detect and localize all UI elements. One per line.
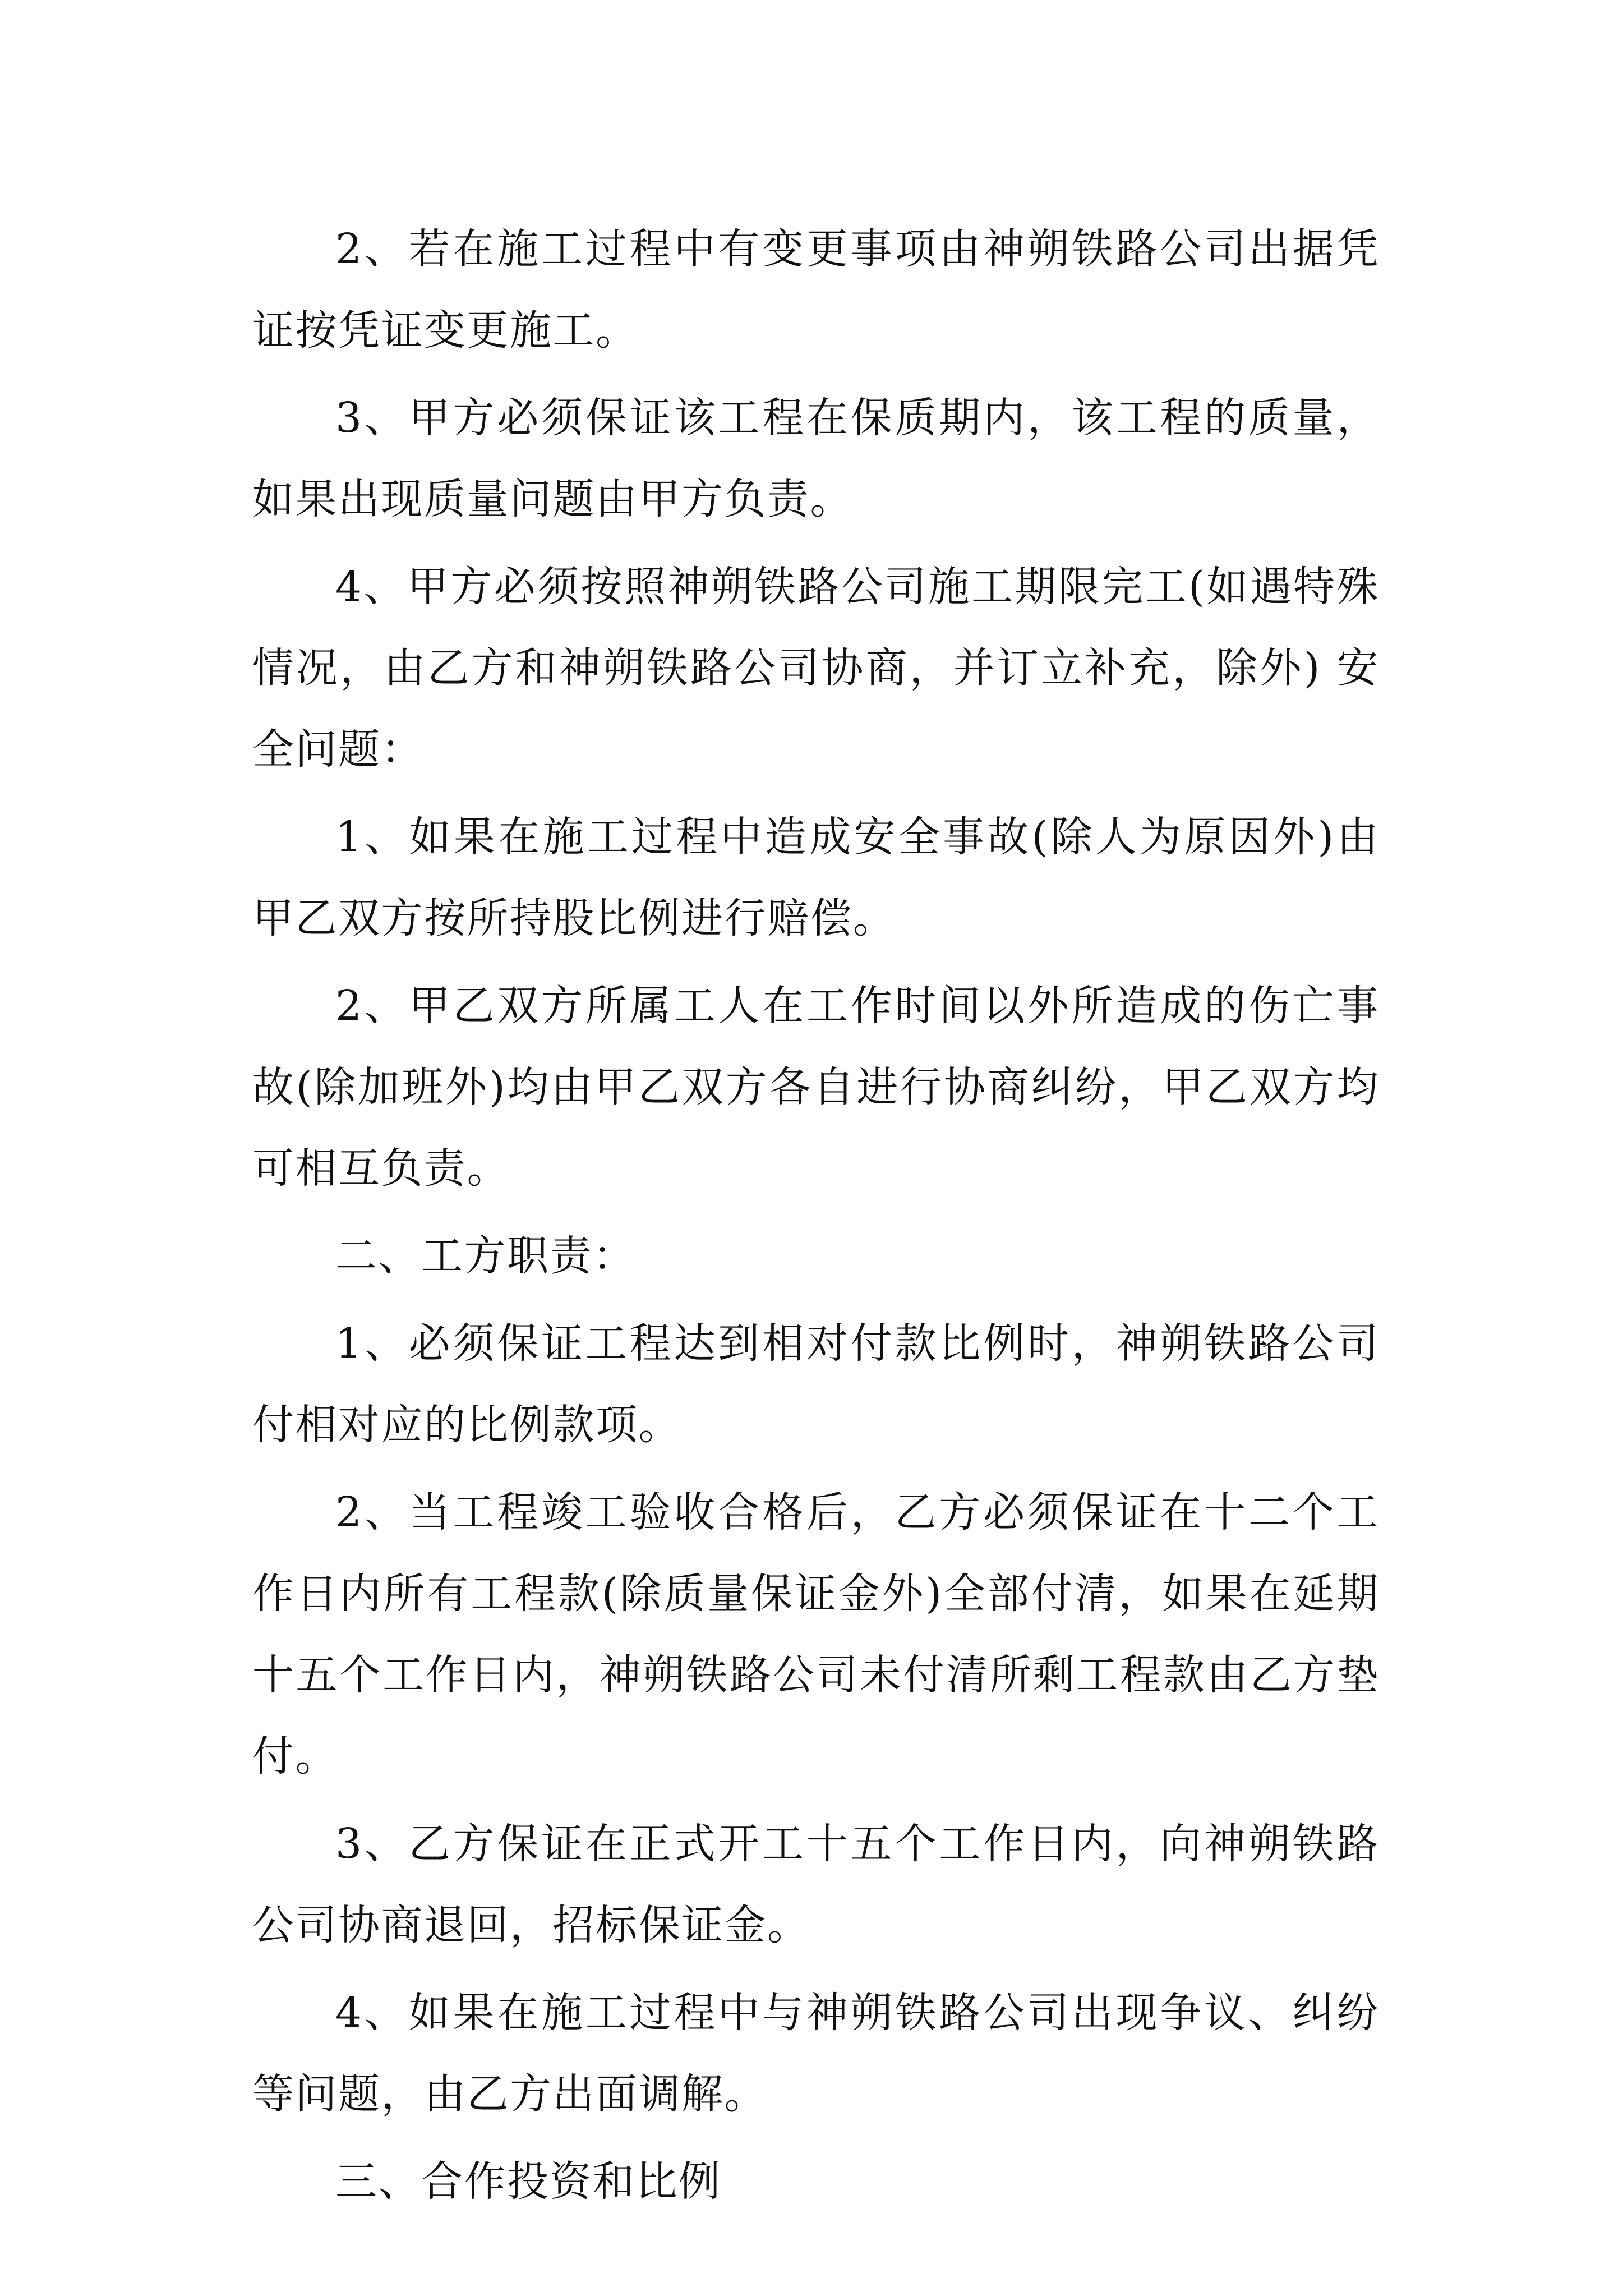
paragraph-bid-deposit: 3、乙方保证在正式开工十五个工作日内，向神朔铁路公司协商退回，招标保证金。 bbox=[252, 1820, 1380, 1949]
section-heading-investment: 三、合作投资和比例 bbox=[335, 2157, 722, 2206]
paragraph-change-items: 2、若在施工过程中有变更事项由神朔铁路公司出据凭证按凭证变更施工。 bbox=[252, 225, 1380, 355]
paragraph-worker-injury: 2、甲乙双方所属工人在工作时间以外所造成的伤亡事故(除加班外)均由甲乙双方各自进行协商纠纷，甲乙双方均可相互负责。 bbox=[252, 982, 1380, 1193]
paragraph-construction-deadline: 4、甲方必须按照神朔铁路公司施工期限完工(如遇特殊情况，由乙方和神朔铁路公司协商，并订立补充，除外) 安全问题： bbox=[252, 563, 1380, 774]
paragraph-final-payment: 2、当工程竣工验收合格后，乙方必须保证在十二个工作日内所有工程款(除质量保证金外)全部付清，如果在延期十五个工作日内，神朔铁路公司未付清所剩工程款由乙方垫付。 bbox=[252, 1488, 1380, 1780]
section-heading-responsibilities: 二、工方职责： bbox=[335, 1232, 636, 1280]
paragraph-dispute-mediation: 4、如果在施工过程中与神朔铁路公司出现争议、纠纷等问题，由乙方出面调解。 bbox=[252, 1989, 1380, 2118]
paragraph-payment-ratio: 1、必须保证工程达到相对付款比例时，神朔铁路公司付相对应的比例款项。 bbox=[252, 1319, 1380, 1449]
document-body bbox=[252, 209, 1380, 2229]
paragraph-safety-accident: 1、如果在施工过程中造成安全事故(除人为原因外)由甲乙双方按所持股比例进行赔偿。 bbox=[252, 813, 1380, 942]
paragraph-quality-warranty: 3、甲方必须保证该工程在保质期内，该工程的质量，如果出现质量问题由甲方负责。 bbox=[252, 394, 1380, 523]
